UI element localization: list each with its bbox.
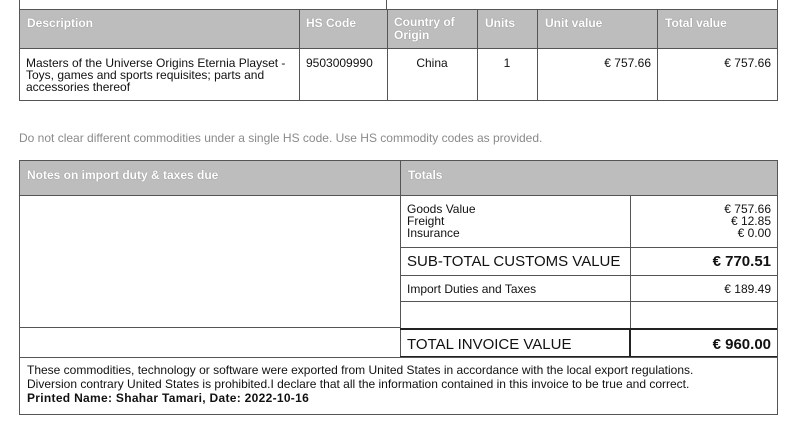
items-table — [19, 9, 778, 101]
notes-totals-section — [19, 160, 778, 358]
declaration-line-1: These commodities, technology or software were exported from United States in accordance with the local export regulations. — [27, 363, 694, 377]
goods-value: € 757.66 — [724, 202, 771, 216]
declaration-box — [19, 357, 778, 415]
col-header-total-value: Total value — [665, 16, 727, 30]
item-hs-code: 9503009990 — [306, 56, 373, 70]
freight-value: € 12.85 — [730, 214, 771, 228]
total-invoice-value: € 960.00 — [712, 336, 771, 353]
total-invoice-label: TOTAL INVOICE VALUE — [407, 336, 572, 353]
subtotal-label: SUB-TOTAL CUSTOMS VALUE — [407, 253, 621, 270]
hs-code-note: Do not clear different commodities under a single HS code. Use HS commodity codes as provided. — [19, 131, 543, 145]
col-header-units: Units — [485, 16, 515, 30]
freight-label: Freight — [407, 214, 445, 228]
notes-header: Notes on import duty & taxes due — [27, 168, 219, 182]
item-country: China — [416, 56, 448, 70]
insurance-label: Insurance — [407, 226, 460, 240]
item-units: 1 — [503, 56, 511, 70]
item-total-value: € 757.66 — [724, 56, 771, 70]
col-header-description: Description — [27, 16, 94, 30]
goods-label: Goods Value — [407, 202, 476, 216]
duties-label: Import Duties and Taxes — [407, 282, 537, 296]
totals-header: Totals — [408, 168, 443, 182]
duties-value: € 189.49 — [724, 282, 771, 296]
insurance-value: € 0.00 — [737, 226, 771, 240]
col-header-hs-code: HS Code — [306, 16, 357, 30]
col-header-unit-value: Unit value — [545, 16, 603, 30]
subtotal-value: € 770.51 — [712, 253, 771, 270]
printed-name-date: Printed Name: Shahar Tamari, Date: 2022-10-16 — [27, 391, 310, 405]
item-unit-value: € 757.66 — [604, 56, 651, 70]
col-header-country: Country of Origin — [394, 15, 455, 42]
declaration-line-2: Diversion contrary United States is prohibited.I declare that all the information contained in this invoice to be true and correct. — [27, 377, 690, 391]
total-invoice-divider — [629, 328, 631, 358]
item-description: Masters of the Universe Origins Eternia Playset - Toys, games and sports requisites; parts and accessories thereof — [26, 56, 286, 94]
